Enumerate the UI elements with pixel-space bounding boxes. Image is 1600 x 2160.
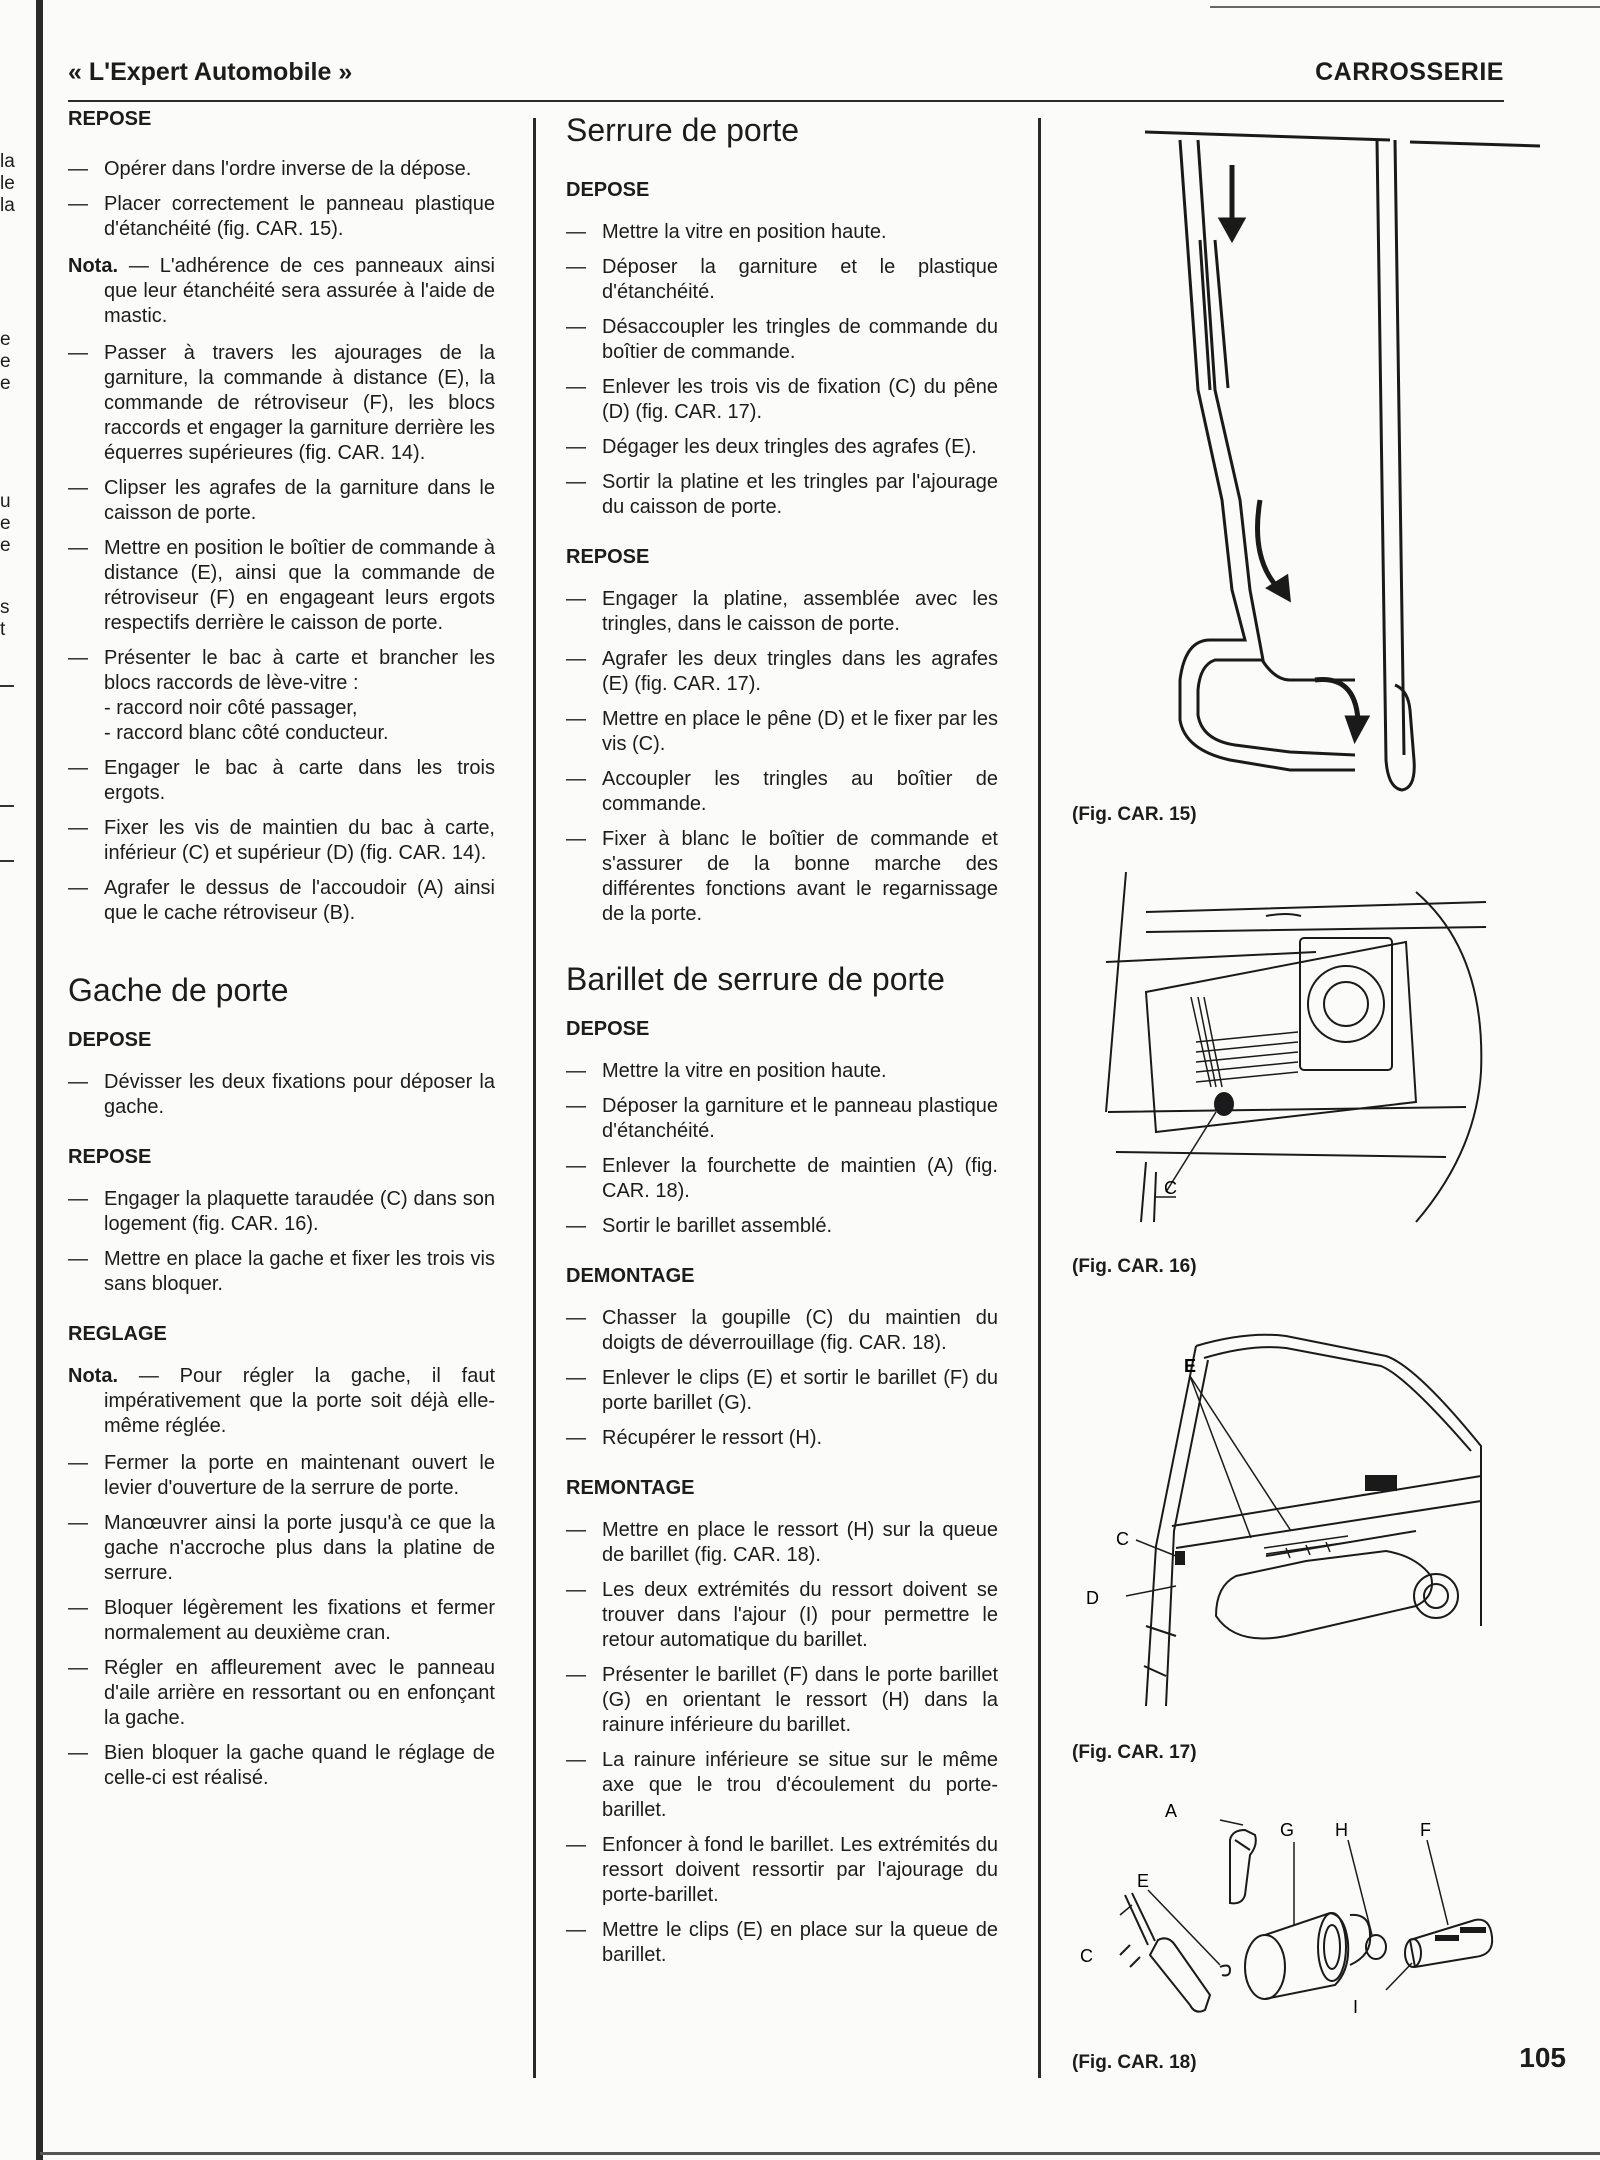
column-1	[68, 108, 495, 1817]
barillet-title: Barillet de serrure de porte	[566, 961, 945, 997]
fig17-label-e: E	[1184, 1356, 1197, 1376]
fig18-label-g: G	[1280, 1820, 1295, 1840]
list-item: — Enlever le clips (E) et sortir le barillet (F) du porte barillet (G).	[566, 1366, 998, 1416]
edge-fragment: e	[0, 513, 11, 534]
nota-text: — Pour régler la gache, il faut impérativement que la porte soit déjà elle-même réglée.	[104, 1365, 495, 1437]
fig17-label-d: D	[1086, 1588, 1099, 1608]
list-item: — Manœuvrer ainsi la porte jusqu'à ce que la gache n'accroche plus dans la platine de serrure.	[68, 1511, 495, 1586]
list-item: — Engager le bac à carte dans les trois ergots.	[68, 756, 495, 806]
list-item: — Mettre la vitre en position haute.	[566, 1059, 998, 1084]
lock-barrel-exploded-diagram	[1080, 1795, 1500, 2035]
reglage-heading: REGLAGE	[68, 1323, 167, 1345]
serrure-repose-list	[566, 587, 998, 927]
list-item: — Présenter le barillet (F) dans le porte barillet (G) en orientant le ressort (H) dans la rainure inférieure du barillet.	[566, 1663, 998, 1738]
list-item: — Clipser les agrafes de la garniture dans le caisson de porte.	[68, 476, 495, 526]
reglage-list	[68, 1451, 495, 1791]
list-item: — Fixer à blanc le boîtier de commande et s'assurer de la bonne marche des différentes fonctions avant le regarnissage de la porte.	[566, 827, 998, 927]
fig18-label-c: C	[1080, 1946, 1093, 1966]
fig18-label-f: F	[1420, 1820, 1431, 1840]
gache-depose-heading: DEPOSE	[68, 1029, 152, 1051]
top-corner-rule	[1210, 6, 1600, 8]
door-lock-plate-diagram	[1086, 872, 1491, 1232]
binding-edge	[36, 0, 43, 2160]
fig17-caption: (Fig. CAR. 17)	[1072, 1742, 1197, 1763]
panel-seal-diagram	[1140, 120, 1560, 810]
fig16-caption: (Fig. CAR. 16)	[1072, 1256, 1197, 1277]
figure-car-18	[1080, 1795, 1500, 2035]
figure-car-15	[1140, 120, 1560, 810]
column-2	[566, 108, 998, 1994]
list-item: — Agrafer le dessus de l'accoudoir (A) ainsi que le cache rétroviseur (B).	[68, 876, 495, 926]
nota-label: Nota.	[68, 1365, 118, 1387]
section-title: CARROSSERIE	[1315, 58, 1504, 86]
nota-label: Nota.	[68, 255, 118, 277]
serrure-repose-heading: REPOSE	[566, 546, 650, 568]
list-item: — Opérer dans l'ordre inverse de la dépose.	[68, 157, 495, 182]
bac-sub-1: - raccord noir côté passager,	[104, 697, 358, 719]
demontage-list	[566, 1306, 998, 1451]
fig15-caption: (Fig. CAR. 15)	[1072, 804, 1197, 825]
gache-title: Gache de porte	[68, 972, 289, 1008]
barillet-depose-list	[566, 1059, 998, 1239]
list-item: — Enfoncer à fond le barillet. Les extrémités du ressort doivent ressortir par l'ajourage du porte-barillet.	[566, 1833, 998, 1908]
list-item: — La rainure inférieure se situe sur le même axe que le trou d'écoulement du porte-barillet.	[566, 1748, 998, 1823]
list-item: — Mettre le clips (E) en place sur la queue de barillet.	[566, 1918, 998, 1968]
list-item: — Les deux extrémités du ressort doivent se trouver dans l'ajour (I) pour permettre le retour automatique du barillet.	[566, 1578, 998, 1653]
barillet-depose-heading: DEPOSE	[566, 1018, 650, 1040]
serrure-depose-heading: DEPOSE	[566, 179, 650, 201]
list-item: — Déposer la garniture et le plastique d'étanchéité.	[566, 255, 998, 305]
edge-fragment: la	[0, 151, 15, 172]
fig18-label-e: E	[1137, 1871, 1150, 1891]
list-item: — Désaccoupler les tringles de commande du boîtier de commande.	[566, 315, 998, 365]
list-item: — Accoupler les tringles au boîtier de commande.	[566, 767, 998, 817]
list-item: — Mettre en position le boîtier de commande à distance (E), ainsi que la commande de rétroviseur (F) en engageant leurs ergots respectifs derrière le caisson de porte.	[68, 536, 495, 636]
fig17-label-c: C	[1116, 1529, 1129, 1549]
list-item: — Engager la platine, assemblée avec les tringles, dans le caisson de porte.	[566, 587, 998, 637]
list-item: — Enlever les trois vis de fixation (C) du pêne (D) (fig. CAR. 17).	[566, 375, 998, 425]
page-header	[68, 58, 1504, 98]
page-number: 105	[1519, 2042, 1566, 2073]
list-item: — Récupérer le ressort (H).	[566, 1426, 998, 1451]
edge-fragment: e	[0, 351, 11, 372]
edge-fragment: s	[0, 597, 10, 618]
gache-repose-list	[68, 1187, 495, 1297]
list-item: — Sortir le barillet assemblé.	[566, 1214, 998, 1239]
edge-fragment: t	[0, 619, 6, 640]
edge-fragment: e	[0, 535, 11, 556]
list-item	[68, 646, 495, 746]
list-item: — Sortir la platine et les tringles par l'ajourage du caisson de porte.	[566, 470, 998, 520]
bac-sub-2: - raccord blanc côté conducteur.	[104, 722, 389, 744]
demontage-heading: DEMONTAGE	[566, 1265, 695, 1287]
list-item: — Bloquer légèrement les fixations et fermer normalement au deuxième cran.	[68, 1596, 495, 1646]
serrure-title: Serrure de porte	[566, 112, 800, 148]
nota-text: — L'adhérence de ces panneaux ainsi que leur étanchéité sera assurée à l'aide de mastic.	[104, 255, 495, 327]
list-item: — Mettre en place le ressort (H) sur la queue de barillet (fig. CAR. 18).	[566, 1518, 998, 1568]
fig18-label-a: A	[1165, 1801, 1178, 1821]
repose-heading: REPOSE	[68, 108, 152, 130]
list-item: — Engager la plaquette taraudée (C) dans son logement (fig. CAR. 16).	[68, 1187, 495, 1237]
repose-list-a	[68, 157, 495, 242]
edge-fragment: le	[0, 173, 15, 194]
edge-fragment: la	[0, 195, 15, 216]
column-rule-1	[533, 118, 536, 2078]
list-item: — Agrafer les deux tringles dans les agrafes (E) (fig. CAR. 17).	[566, 647, 998, 697]
fig18-label-h: H	[1335, 1820, 1348, 1840]
edge-fragment: u	[0, 491, 11, 512]
list-item: — Bien bloquer la gache quand le réglage de celle-ci est réalisé.	[68, 1741, 495, 1791]
list-item: — Mettre en place le pêne (D) et le fixer par les vis (C).	[566, 707, 998, 757]
fig18-label-i: I	[1353, 1997, 1359, 2017]
list-item: — Placer correctement le panneau plastique d'étanchéité (fig. CAR. 15).	[68, 192, 495, 242]
repose-list-b	[68, 341, 495, 926]
bac-item-text: Présenter le bac à carte et brancher les blocs raccords de lève-vitre :	[104, 647, 495, 694]
list-item: — Passer à travers les ajourages de la garniture, la commande à distance (E), la commande de rétroviseur (F), les blocs raccords et engager la garniture derrière les équerres supérieures (fig. CAR. 14).	[68, 341, 495, 466]
list-item: — Mettre en place la gache et fixer les trois vis sans bloquer.	[68, 1247, 495, 1297]
door-rod-diagram	[1086, 1326, 1491, 1706]
column-rule-2	[1038, 118, 1041, 2078]
list-item: — Chasser la goupille (C) du maintien du doigts de déverrouillage (fig. CAR. 18).	[566, 1306, 998, 1356]
list-item: — Dégager les deux tringles des agrafes (E).	[566, 435, 998, 460]
list-item: — Fixer les vis de maintien du bac à carte, inférieur (C) et supérieur (D) (fig. CAR. 14).	[68, 816, 495, 866]
serrure-depose-list	[566, 220, 998, 520]
list-item: — Déposer la garniture et le panneau plastique d'étanchéité.	[566, 1094, 998, 1144]
nota-paragraph	[68, 254, 495, 329]
fig16-label-c: C	[1164, 1178, 1177, 1198]
header-rule	[68, 100, 1504, 102]
edge-fragment: e	[0, 373, 11, 394]
bottom-rule	[40, 2152, 1600, 2155]
figure-car-16	[1086, 872, 1491, 1232]
remontage-list	[566, 1518, 998, 1968]
remontage-heading: REMONTAGE	[566, 1477, 695, 1499]
list-item: — Régler en affleurement avec le panneau d'aile arrière en ressortant ou en enfonçant la gache.	[68, 1656, 495, 1731]
list-item: — Fermer la porte en maintenant ouvert le levier d'ouverture de la serrure de porte.	[68, 1451, 495, 1501]
list-item: — Mettre la vitre en position haute.	[566, 220, 998, 245]
gache-depose-list	[68, 1070, 495, 1120]
gache-repose-heading: REPOSE	[68, 1146, 152, 1168]
fig18-caption: (Fig. CAR. 18)	[1072, 2052, 1197, 2073]
reglage-nota	[68, 1364, 495, 1439]
list-item: — Dévisser les deux fixations pour déposer la gache.	[68, 1070, 495, 1120]
publication-title: « L'Expert Automobile »	[68, 58, 353, 86]
list-item: — Enlever la fourchette de maintien (A) (fig. CAR. 18).	[566, 1154, 998, 1204]
edge-fragment: e	[0, 329, 11, 350]
figure-car-17	[1086, 1326, 1491, 1706]
